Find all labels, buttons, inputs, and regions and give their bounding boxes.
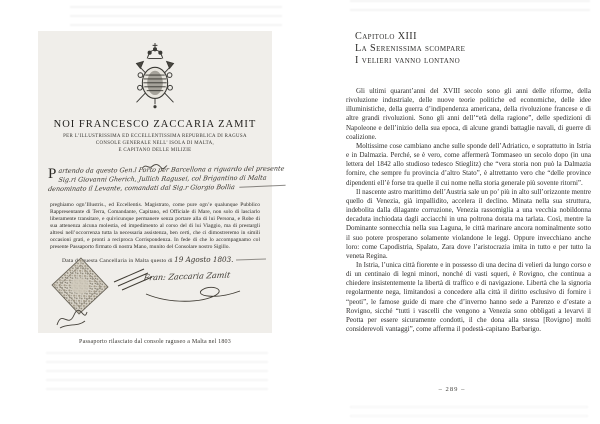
handwritten-initial-letter: P	[48, 165, 57, 182]
signature-block	[112, 264, 248, 308]
handwritten-line: Sig.ri Giovanni Gherich, Jullich Ragusei, col Brigantino di Malta	[57, 173, 268, 184]
bleed-through-text-top-left	[70, 6, 282, 30]
passport-scan-figure	[38, 31, 285, 333]
handwritten-line: artendo da questo Gen.l Porto per Barcellona a riguardo del presente	[57, 164, 285, 175]
document-body-text: preghiamo ogn’Illustris., ed Eccellentis. Magistrato, come pure ogn’e qualunque Pubblico Rappresentante di Terra, Comandante, Capitano, ed Officiale di Mare, non solo di lasciarlo liberamente transitare, e quivicunque permanere senza portare alla di lui Persona, e Robe di sua attenenza alcuna molestia, ed impedimento al corso del di lui Viaggio, ma di prestargli altresì nell’occorrenza tutta la necessaria assistenza, ben certi, che ci dimostreremo in simili occasioni grati, e pronti a reciproca Corrispondenza. In fede di che lo accompagnamo col presente Passaporto firmato di nostra Mano, munito del Consolare nostro Sigillo.	[50, 201, 260, 250]
ornament-squiggle-icon	[142, 157, 168, 164]
document-subtitle-line1: PER L’ILLUSTRISSIMA ED ECCELLENTISSIMA REPUBBLICA DI RAGUSA	[63, 134, 247, 139]
chapter-heading	[355, 31, 465, 68]
page-number: – 289 –	[438, 386, 466, 393]
dateline-handwritten-date: 19 Agosto 1803.	[174, 255, 266, 264]
chapter-body-text	[346, 87, 591, 334]
chapter-title-line1: La Serenissima scompare	[355, 43, 466, 55]
document-subtitle-line2: CONSOLE GENERALE NELL’ ISOLA DI MALTA,	[95, 141, 215, 147]
signature-name: Fran: Zaccaria Zamit	[143, 270, 231, 283]
paragraph: In Istria, l’unica città fiorente e in possesso di una decina di velieri da lungo corso e di un centinaio di legni minori, nonché di vasti squeri, è Rovigno, che continua a chiedere insistentemente la libertà di traffico e di navigazione. Libertà che la signoria regolarmente nega, limitandosi a concedere alla città il diritto esclusivo di fornire i “peoti”, le famose guide di mare che d’inverno hanno sede a Parenzo e d’estate a Rovigno, sicché “tutti i vascelli che vengono a Venezia sono obbligati a levarvi il Peotta per essere sicuramente condotti, il che dona alla stessa [Rovigno] molti considerevoli vantaggi”, come afferma il podestà-capitano Barbarigo.	[346, 260, 591, 334]
dateline-printed-text: Data da questa Cancellaria in Malta questo dì	[62, 257, 173, 264]
document-subtitle	[38, 133, 272, 155]
document-subtitle-line3: E CAPITANO DELLE MILIZIE	[118, 148, 192, 154]
bleed-through-text-bottom-right	[350, 406, 588, 422]
figure-caption: Passaporto rilasciato dal console raguseo a Malta nel 1803	[79, 339, 231, 345]
paraph-scribble-icon	[54, 307, 90, 331]
paragraph: Il nascente astro marittimo dell’Austria sale un po’ più in alto sull’orizzonte mentre quello di Venezia, già impallidito, accelera il declino. Minata nella sua struttura, indebolita dalla dilagante corruzione, Venezia rassomiglia a una vecchia nobildonna decaduta inchiodata dagli acciacchi in una poltrona dorata ma tarlata. Così, mentre la Dominante sonnecchia nella sua Laguna, le città marinare ancora nominalmente sotto il suo potere prosperano solamente violandone le leggi. Oppure invecchiano anche loro: come Capodistria, Spalato, Zara dove l’aristocrazia imita in tutto e per tutto la veneta Regina.	[346, 187, 591, 260]
bleed-through-text-top-right	[350, 0, 590, 11]
chapter-label: Capitolo XIII	[355, 31, 417, 42]
handwritten-intro-block	[47, 164, 285, 195]
document-issuer-name: NOI FRANCESCO ZACCARIA ZAMIT	[53, 119, 257, 130]
paragraph: Gli ultimi quarant’anni del XVIII secolo sono gli anni delle riforme, della rivoluzione industriale, delle nuove teorie politiche ed economiche, delle idee illuministiche, della guerra d’indipendenza americana, della rivoluzione francese e di altre grandi rivoluzioni. Sono gli anni dell’“età della ragione”, delle spedizioni di Napoleone e dell’inizio della sua epoca, di alcune grandi battaglie navali, di guerre di coalizione.	[346, 87, 591, 141]
handwritten-line: denominato il Levante, comandati dal Sig.r Giorgio Bollia	[47, 183, 263, 195]
bleed-through-text-bottom-left	[46, 352, 268, 394]
paragraph: Moltissime cose cambiano anche sulle sponde dell’Adriatico, e soprattutto in Istria e in Dalmazia. Perché, se è vero, come affermerà Tommaseo un secolo dopo (in una lettera del 1842 allo studioso tedesco Stieglitz) che “vera storia non può la Dalmazia fornire, che sempre fu provincia d’altro Stato”, è altrettanto vero che “delle province dipendenti ell’è forse tra quelle il cui nome nella storia generale più sovente ritorni”.	[346, 141, 591, 187]
chapter-title-line2: I velieri vanno lontano	[355, 55, 461, 67]
coat-of-arms-icon	[126, 42, 184, 114]
